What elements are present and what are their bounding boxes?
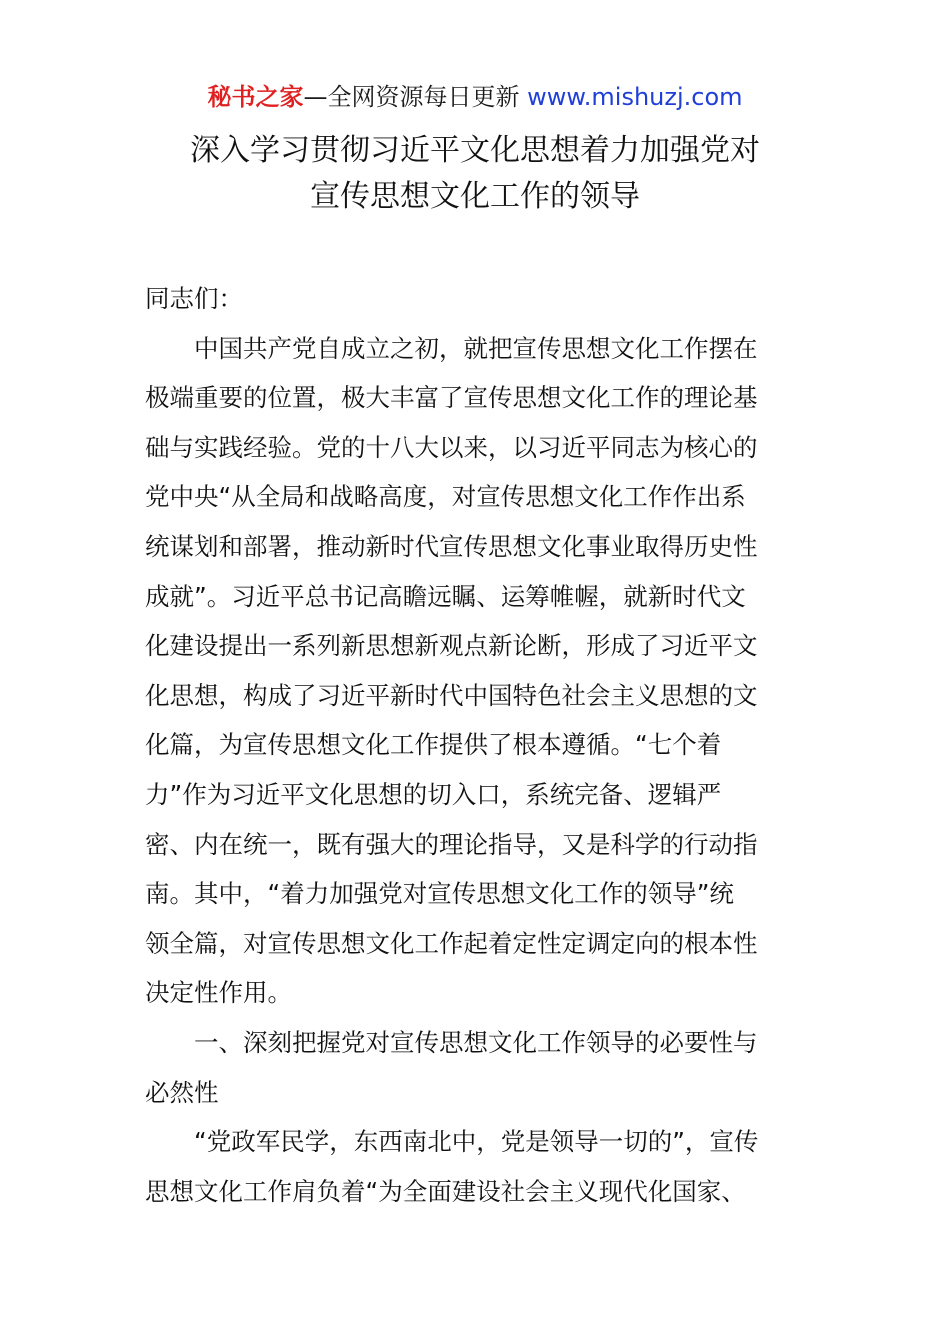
paragraph-line: 极端重要的位置，极大丰富了宣传思想文化工作的理论基: [145, 383, 758, 413]
title-line-1: 深入学习贯彻习近平文化思想着力加强党对: [190, 133, 760, 168]
salutation: 同志们：: [145, 284, 243, 313]
paragraph-line: 领全篇，对宣传思想文化工作起着定性定调定向的根本性: [145, 928, 758, 958]
paragraph-line: “党政军民学，东西南北中，党是领导一切的”，宣传: [194, 1127, 759, 1157]
site-header: [0, 80, 950, 114]
paragraph-line: 化篇，为宣传思想文化工作提供了根本遵循。“七个着: [145, 730, 722, 760]
paragraph-line: 力”作为习近平文化思想的切入口，系统完备、逻辑严: [145, 779, 722, 809]
section-heading-line: 必然性: [145, 1077, 219, 1107]
site-name: 秘书之家: [207, 83, 304, 111]
paragraph-line: 党中央“从全局和战略高度，对宣传思想文化工作作出系: [145, 482, 746, 512]
paragraph-line: 础与实践经验。党的十八大以来，以习近平同志为核心的: [145, 432, 758, 462]
paragraph-line: 思想文化工作肩负着“为全面建设社会主义现代化国家、: [145, 1176, 746, 1206]
section-heading-line: 一、深刻把握党对宣传思想文化工作领导的必要性与: [194, 1027, 758, 1057]
paragraph-line: 成就”。习近平总书记高瞻远瞩、运筹帷幄，就新时代文: [145, 581, 746, 611]
paragraph-line: 决定性作用。: [145, 978, 292, 1008]
site-url-link[interactable]: www.mishuzj.com: [527, 83, 743, 111]
paragraph-line: 南。其中，“着力加强党对宣传思想文化工作的领导”统: [145, 879, 734, 909]
paragraph-line: 化建设提出一系列新思想新观点新论断，形成了习近平文: [145, 631, 758, 661]
title-line-2: 宣传思想文化工作的领导: [310, 179, 640, 214]
paragraph-line: 密、内在统一，既有强大的理论指导，又是科学的行动指: [145, 829, 758, 859]
document-body: [145, 274, 810, 1216]
paragraph-line: 统谋划和部署，推动新时代宣传思想文化事业取得历史性: [145, 531, 758, 561]
document-title: [0, 128, 950, 220]
paragraph-line: 化思想，构成了习近平新时代中国特色社会主义思想的文: [145, 680, 758, 710]
paragraph-line: 中国共产党自成立之初，就把宣传思想文化工作摆在: [194, 333, 758, 363]
site-tagline: —全网资源每日更新: [303, 83, 520, 111]
